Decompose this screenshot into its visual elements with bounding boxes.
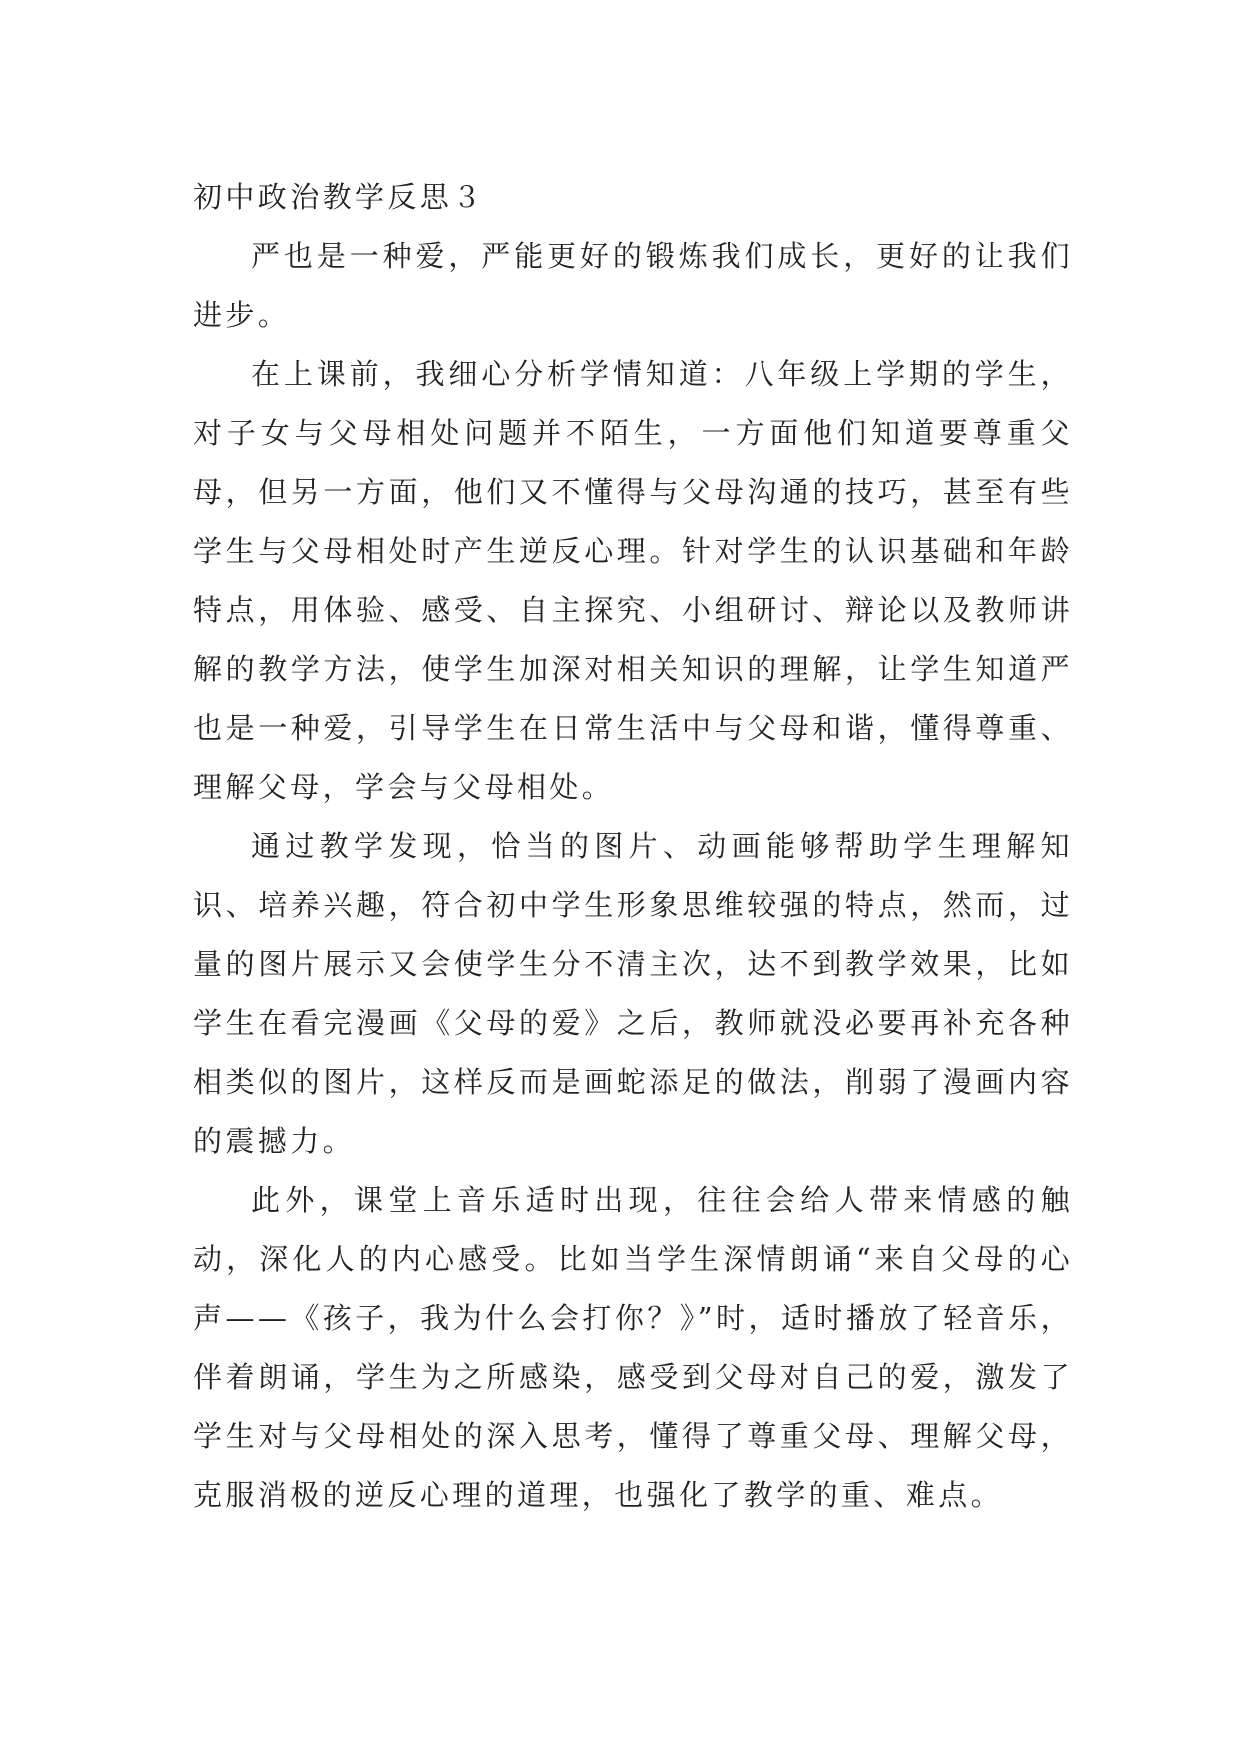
paragraph: 严也是一种爱，严能更好的锻炼我们成长，更好的让我们进步。 [193,239,1073,332]
document-title: 初中政治教学反思３ [193,180,485,214]
paragraph: 在上课前，我细心分析学情知道：八年级上学期的学生，对子女与父母相处问题并不陌生，一方面他们知道要尊重父母，但另一方面，他们又不懂得与父母沟通的技巧，甚至有些学生与父母相处时产生逆反心理。针对学生的认识基础和年龄特点，用体验、感受、自主探究、小组研讨、辩论以及教师讲解的教学方法，使学生加深对相关知识的理解，让学生知道严也是一种爱，引导学生在日常生活中与父母和谐，懂得尊重、理解父母，学会与父母相处。 [193,357,1073,804]
paragraph: 此外，课堂上音乐适时出现，往往会给人带来情感的触动，深化人的内心感受。比如当学生深情朗诵“来自父母的心声——《孩子，我为什么会打你？》”时，适时播放了轻音乐，伴着朗诵，学生为之所感染，感受到父母对自己的爱，激发了学生对与父母相处的深入思考，懂得了尊重父母、理解父母，克服消极的逆反心理的道理，也强化了教学的重、难点。 [193,1183,1073,1512]
document-body [193,168,1073,1525]
paragraph: 通过教学发现，恰当的图片、动画能够帮助学生理解知识、培养兴趣，符合初中学生形象思维较强的特点，然而，过量的图片展示又会使学生分不清主次，达不到教学效果，比如学生在看完漫画《父母的爱》之后，教师就没必要再补充各种相类似的图片，这样反而是画蛇添足的做法，削弱了漫画内容的震撼力。 [193,829,1073,1158]
